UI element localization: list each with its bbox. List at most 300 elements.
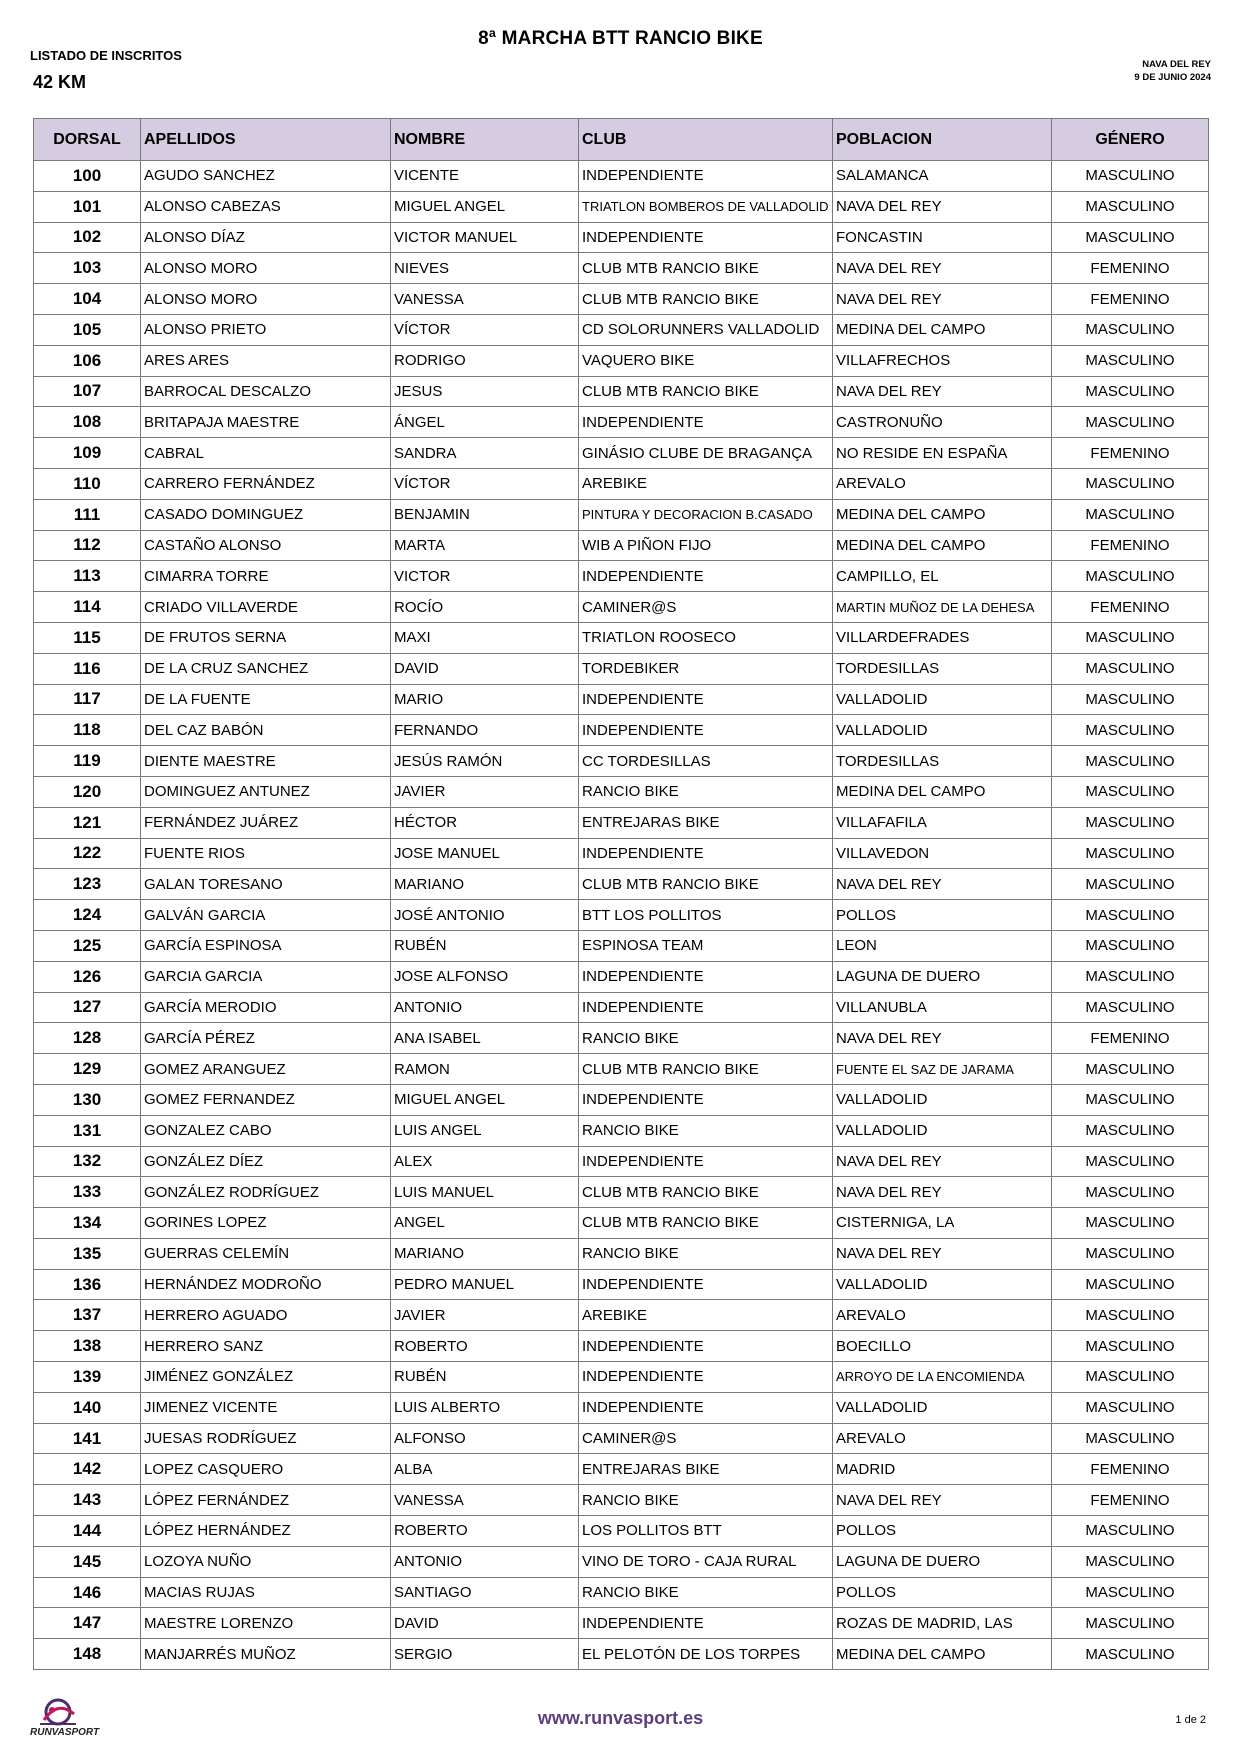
dorsal-cell: 115 xyxy=(34,622,141,653)
nombre-cell: ANTONIO xyxy=(391,1546,579,1577)
registrations-table-wrap xyxy=(33,118,1208,1670)
table-row xyxy=(34,222,1209,253)
poblacion-cell: VILLAVEDON xyxy=(833,838,1052,869)
poblacion-cell: NAVA DEL REY xyxy=(833,1238,1052,1269)
apellidos-cell: GALAN TORESANO xyxy=(141,869,391,900)
table-row xyxy=(34,1146,1209,1177)
nombre-cell: ANTONIO xyxy=(391,992,579,1023)
poblacion-cell: POLLOS xyxy=(833,1577,1052,1608)
dorsal-cell: 147 xyxy=(34,1608,141,1639)
dorsal-cell: 141 xyxy=(34,1423,141,1454)
poblacion-cell: MEDINA DEL CAMPO xyxy=(833,499,1052,530)
genero-cell: MASCULINO xyxy=(1052,1639,1209,1670)
apellidos-cell: GUERRAS CELEMÍN xyxy=(141,1238,391,1269)
genero-cell: FEMENINO xyxy=(1052,530,1209,561)
column-header: APELLIDOS xyxy=(141,119,391,161)
apellidos-cell: LÓPEZ HERNÁNDEZ xyxy=(141,1516,391,1547)
column-header: GÉNERO xyxy=(1052,119,1209,161)
table-row xyxy=(34,438,1209,469)
nombre-cell: MARIANO xyxy=(391,869,579,900)
apellidos-cell: GONZÁLEZ RODRÍGUEZ xyxy=(141,1177,391,1208)
dorsal-cell: 111 xyxy=(34,499,141,530)
table-row xyxy=(34,1362,1209,1393)
dorsal-cell: 127 xyxy=(34,992,141,1023)
apellidos-cell: LOZOYA NUÑO xyxy=(141,1546,391,1577)
apellidos-cell: FUENTE RIOS xyxy=(141,838,391,869)
table-row xyxy=(34,530,1209,561)
nombre-cell: MARIANO xyxy=(391,1238,579,1269)
genero-cell: MASCULINO xyxy=(1052,1177,1209,1208)
club-cell: TORDEBIKER xyxy=(579,653,833,684)
nombre-cell: LUIS ALBERTO xyxy=(391,1392,579,1423)
poblacion-cell: SALAMANCA xyxy=(833,161,1052,192)
table-row xyxy=(34,1392,1209,1423)
genero-cell: MASCULINO xyxy=(1052,869,1209,900)
poblacion-cell: NAVA DEL REY xyxy=(833,869,1052,900)
apellidos-cell: GONZÁLEZ DÍEZ xyxy=(141,1146,391,1177)
table-row xyxy=(34,1115,1209,1146)
nombre-cell: JAVIER xyxy=(391,776,579,807)
dorsal-cell: 102 xyxy=(34,222,141,253)
nombre-cell: RUBÉN xyxy=(391,1362,579,1393)
genero-cell: MASCULINO xyxy=(1052,191,1209,222)
dorsal-cell: 142 xyxy=(34,1454,141,1485)
apellidos-cell: HERRERO SANZ xyxy=(141,1331,391,1362)
genero-cell: MASCULINO xyxy=(1052,468,1209,499)
genero-cell: MASCULINO xyxy=(1052,992,1209,1023)
poblacion-cell: VALLADOLID xyxy=(833,1115,1052,1146)
apellidos-cell: CASTAÑO ALONSO xyxy=(141,530,391,561)
nombre-cell: FERNANDO xyxy=(391,715,579,746)
dorsal-cell: 106 xyxy=(34,345,141,376)
genero-cell: MASCULINO xyxy=(1052,1546,1209,1577)
nombre-cell: JESUS xyxy=(391,376,579,407)
apellidos-cell: DE LA FUENTE xyxy=(141,684,391,715)
club-cell: AREBIKE xyxy=(579,468,833,499)
apellidos-cell: ALONSO CABEZAS xyxy=(141,191,391,222)
poblacion-cell: MEDINA DEL CAMPO xyxy=(833,776,1052,807)
genero-cell: MASCULINO xyxy=(1052,1577,1209,1608)
dorsal-cell: 110 xyxy=(34,468,141,499)
dorsal-cell: 107 xyxy=(34,376,141,407)
poblacion-cell: TORDESILLAS xyxy=(833,653,1052,684)
dorsal-cell: 133 xyxy=(34,1177,141,1208)
genero-cell: MASCULINO xyxy=(1052,1392,1209,1423)
club-cell: PINTURA Y DECORACION B.CASADO xyxy=(579,499,833,530)
genero-cell: MASCULINO xyxy=(1052,1084,1209,1115)
table-row xyxy=(34,1577,1209,1608)
apellidos-cell: BARROCAL DESCALZO xyxy=(141,376,391,407)
poblacion-cell: TORDESILLAS xyxy=(833,746,1052,777)
club-cell: INDEPENDIENTE xyxy=(579,992,833,1023)
dorsal-cell: 148 xyxy=(34,1639,141,1670)
club-cell: INDEPENDIENTE xyxy=(579,561,833,592)
club-cell: EL PELOTÓN DE LOS TORPES xyxy=(579,1639,833,1670)
table-row xyxy=(34,468,1209,499)
poblacion-cell: POLLOS xyxy=(833,1516,1052,1547)
genero-cell: MASCULINO xyxy=(1052,653,1209,684)
genero-cell: MASCULINO xyxy=(1052,1516,1209,1547)
dorsal-cell: 126 xyxy=(34,961,141,992)
table-row xyxy=(34,253,1209,284)
club-cell: INDEPENDIENTE xyxy=(579,407,833,438)
apellidos-cell: BRITAPAJA MAESTRE xyxy=(141,407,391,438)
table-row xyxy=(34,1485,1209,1516)
table-row xyxy=(34,1331,1209,1362)
genero-cell: MASCULINO xyxy=(1052,715,1209,746)
club-cell: INDEPENDIENTE xyxy=(579,1331,833,1362)
nombre-cell: PEDRO MANUEL xyxy=(391,1269,579,1300)
poblacion-cell: AREVALO xyxy=(833,1423,1052,1454)
club-cell: CLUB MTB RANCIO BIKE xyxy=(579,869,833,900)
poblacion-cell: AREVALO xyxy=(833,1300,1052,1331)
apellidos-cell: ALONSO MORO xyxy=(141,284,391,315)
nombre-cell: ALBA xyxy=(391,1454,579,1485)
club-cell: RANCIO BIKE xyxy=(579,1577,833,1608)
genero-cell: MASCULINO xyxy=(1052,1608,1209,1639)
apellidos-cell: GORINES LOPEZ xyxy=(141,1208,391,1239)
club-cell: RANCIO BIKE xyxy=(579,1023,833,1054)
table-row xyxy=(34,1516,1209,1547)
table-row xyxy=(34,1054,1209,1085)
apellidos-cell: CRIADO VILLAVERDE xyxy=(141,592,391,623)
club-cell: AREBIKE xyxy=(579,1300,833,1331)
dorsal-cell: 136 xyxy=(34,1269,141,1300)
poblacion-cell: MEDINA DEL CAMPO xyxy=(833,314,1052,345)
club-cell: INDEPENDIENTE xyxy=(579,1269,833,1300)
dorsal-cell: 137 xyxy=(34,1300,141,1331)
apellidos-cell: GARCÍA ESPINOSA xyxy=(141,930,391,961)
apellidos-cell: CIMARRA TORRE xyxy=(141,561,391,592)
distance-label: 42 KM xyxy=(33,72,87,92)
apellidos-cell: ALONSO PRIETO xyxy=(141,314,391,345)
genero-cell: MASCULINO xyxy=(1052,746,1209,777)
club-cell: CLUB MTB RANCIO BIKE xyxy=(579,1054,833,1085)
club-cell: INDEPENDIENTE xyxy=(579,222,833,253)
apellidos-cell: AGUDO SANCHEZ xyxy=(141,161,391,192)
event-date: 9 DE JUNIO 2024 xyxy=(1134,72,1211,83)
nombre-cell: RAMON xyxy=(391,1054,579,1085)
nombre-cell: VICTOR MANUEL xyxy=(391,222,579,253)
table-row xyxy=(34,407,1209,438)
dorsal-cell: 108 xyxy=(34,407,141,438)
poblacion-cell: NAVA DEL REY xyxy=(833,1485,1052,1516)
event-location: NAVA DEL REY xyxy=(1142,59,1211,70)
apellidos-cell: MANJARRÉS MUÑOZ xyxy=(141,1639,391,1670)
nombre-cell: RODRIGO xyxy=(391,345,579,376)
table-row xyxy=(34,930,1209,961)
poblacion-cell: CAMPILLO, EL xyxy=(833,561,1052,592)
apellidos-cell: DE LA CRUZ SANCHEZ xyxy=(141,653,391,684)
club-cell: TRIATLON ROOSECO xyxy=(579,622,833,653)
dorsal-cell: 120 xyxy=(34,776,141,807)
dorsal-cell: 140 xyxy=(34,1392,141,1423)
genero-cell: MASCULINO xyxy=(1052,314,1209,345)
nombre-cell: ROCÍO xyxy=(391,592,579,623)
club-cell: INDEPENDIENTE xyxy=(579,1146,833,1177)
club-cell: RANCIO BIKE xyxy=(579,1238,833,1269)
nombre-cell: JAVIER xyxy=(391,1300,579,1331)
table-row xyxy=(34,1084,1209,1115)
poblacion-cell: MEDINA DEL CAMPO xyxy=(833,530,1052,561)
club-cell: ENTREJARAS BIKE xyxy=(579,807,833,838)
dorsal-cell: 101 xyxy=(34,191,141,222)
dorsal-cell: 104 xyxy=(34,284,141,315)
club-cell: INDEPENDIENTE xyxy=(579,684,833,715)
club-cell: INDEPENDIENTE xyxy=(579,1362,833,1393)
nombre-cell: ROBERTO xyxy=(391,1331,579,1362)
genero-cell: FEMENINO xyxy=(1052,1454,1209,1485)
nombre-cell: MARTA xyxy=(391,530,579,561)
genero-cell: MASCULINO xyxy=(1052,1300,1209,1331)
genero-cell: MASCULINO xyxy=(1052,1331,1209,1362)
apellidos-cell: CASADO DOMINGUEZ xyxy=(141,499,391,530)
dorsal-cell: 139 xyxy=(34,1362,141,1393)
nombre-cell: JESÚS RAMÓN xyxy=(391,746,579,777)
table-row xyxy=(34,1454,1209,1485)
apellidos-cell: MACIAS RUJAS xyxy=(141,1577,391,1608)
club-cell: INDEPENDIENTE xyxy=(579,1392,833,1423)
club-cell: ESPINOSA TEAM xyxy=(579,930,833,961)
poblacion-cell: NAVA DEL REY xyxy=(833,1146,1052,1177)
poblacion-cell: CISTERNIGA, LA xyxy=(833,1208,1052,1239)
table-row xyxy=(34,1423,1209,1454)
table-body xyxy=(34,161,1209,1670)
nombre-cell: ROBERTO xyxy=(391,1516,579,1547)
poblacion-cell: FUENTE EL SAZ DE JARAMA xyxy=(833,1054,1052,1085)
column-header: POBLACION xyxy=(833,119,1052,161)
club-cell: CLUB MTB RANCIO BIKE xyxy=(579,1177,833,1208)
table-row xyxy=(34,191,1209,222)
club-cell: CD SOLORUNNERS VALLADOLID xyxy=(579,314,833,345)
club-cell: CAMINER@S xyxy=(579,1423,833,1454)
club-cell: ENTREJARAS BIKE xyxy=(579,1454,833,1485)
dorsal-cell: 143 xyxy=(34,1485,141,1516)
dorsal-cell: 103 xyxy=(34,253,141,284)
genero-cell: FEMENINO xyxy=(1052,438,1209,469)
genero-cell: MASCULINO xyxy=(1052,376,1209,407)
dorsal-cell: 105 xyxy=(34,314,141,345)
dorsal-cell: 117 xyxy=(34,684,141,715)
genero-cell: MASCULINO xyxy=(1052,1054,1209,1085)
genero-cell: MASCULINO xyxy=(1052,622,1209,653)
genero-cell: MASCULINO xyxy=(1052,1269,1209,1300)
nombre-cell: NIEVES xyxy=(391,253,579,284)
table-row xyxy=(34,1639,1209,1670)
poblacion-cell: VILLANUBLA xyxy=(833,992,1052,1023)
nombre-cell: HÉCTOR xyxy=(391,807,579,838)
dorsal-cell: 128 xyxy=(34,1023,141,1054)
genero-cell: MASCULINO xyxy=(1052,161,1209,192)
nombre-cell: VÍCTOR xyxy=(391,314,579,345)
genero-cell: MASCULINO xyxy=(1052,838,1209,869)
club-cell: INDEPENDIENTE xyxy=(579,1084,833,1115)
genero-cell: MASCULINO xyxy=(1052,961,1209,992)
nombre-cell: VICTOR xyxy=(391,561,579,592)
website-link[interactable]: www.runvasport.es xyxy=(537,1708,704,1728)
club-cell: BTT LOS POLLITOS xyxy=(579,900,833,931)
genero-cell: FEMENINO xyxy=(1052,284,1209,315)
dorsal-cell: 112 xyxy=(34,530,141,561)
poblacion-cell: VILLAFAFILA xyxy=(833,807,1052,838)
nombre-cell: ANGEL xyxy=(391,1208,579,1239)
table-row xyxy=(34,746,1209,777)
nombre-cell: ALFONSO xyxy=(391,1423,579,1454)
nombre-cell: ÁNGEL xyxy=(391,407,579,438)
dorsal-cell: 145 xyxy=(34,1546,141,1577)
column-header: DORSAL xyxy=(34,119,141,161)
club-cell: LOS POLLITOS BTT xyxy=(579,1516,833,1547)
apellidos-cell: GALVÁN GARCIA xyxy=(141,900,391,931)
genero-cell: FEMENINO xyxy=(1052,1485,1209,1516)
table-row xyxy=(34,1546,1209,1577)
table-row xyxy=(34,715,1209,746)
nombre-cell: SANDRA xyxy=(391,438,579,469)
nombre-cell: JOSE ALFONSO xyxy=(391,961,579,992)
club-cell: CLUB MTB RANCIO BIKE xyxy=(579,1208,833,1239)
table-row xyxy=(34,161,1209,192)
dorsal-cell: 122 xyxy=(34,838,141,869)
nombre-cell: VANESSA xyxy=(391,284,579,315)
club-cell: RANCIO BIKE xyxy=(579,1485,833,1516)
dorsal-cell: 114 xyxy=(34,592,141,623)
club-cell: INDEPENDIENTE xyxy=(579,961,833,992)
dorsal-cell: 124 xyxy=(34,900,141,931)
poblacion-cell: VALLADOLID xyxy=(833,1392,1052,1423)
genero-cell: FEMENINO xyxy=(1052,592,1209,623)
nombre-cell: RUBÉN xyxy=(391,930,579,961)
genero-cell: MASCULINO xyxy=(1052,1362,1209,1393)
poblacion-cell: ROZAS DE MADRID, LAS xyxy=(833,1608,1052,1639)
apellidos-cell: LÓPEZ FERNÁNDEZ xyxy=(141,1485,391,1516)
genero-cell: MASCULINO xyxy=(1052,407,1209,438)
poblacion-cell: VALLADOLID xyxy=(833,715,1052,746)
poblacion-cell: VILLAFRECHOS xyxy=(833,345,1052,376)
nombre-cell: DAVID xyxy=(391,1608,579,1639)
apellidos-cell: ALONSO DÍAZ xyxy=(141,222,391,253)
nombre-cell: LUIS ANGEL xyxy=(391,1115,579,1146)
apellidos-cell: DOMINGUEZ ANTUNEZ xyxy=(141,776,391,807)
genero-cell: MASCULINO xyxy=(1052,900,1209,931)
nombre-cell: DAVID xyxy=(391,653,579,684)
dorsal-cell: 121 xyxy=(34,807,141,838)
table-row xyxy=(34,561,1209,592)
club-cell: CLUB MTB RANCIO BIKE xyxy=(579,376,833,407)
poblacion-cell: POLLOS xyxy=(833,900,1052,931)
table-row xyxy=(34,838,1209,869)
genero-cell: MASCULINO xyxy=(1052,1115,1209,1146)
poblacion-cell: ARROYO DE LA ENCOMIENDA xyxy=(833,1362,1052,1393)
table-row xyxy=(34,1208,1209,1239)
club-cell: CLUB MTB RANCIO BIKE xyxy=(579,253,833,284)
club-cell: CAMINER@S xyxy=(579,592,833,623)
club-cell: RANCIO BIKE xyxy=(579,1115,833,1146)
nombre-cell: ANA ISABEL xyxy=(391,1023,579,1054)
dorsal-cell: 113 xyxy=(34,561,141,592)
event-location-date xyxy=(1134,58,1211,84)
dorsal-cell: 144 xyxy=(34,1516,141,1547)
poblacion-cell: LAGUNA DE DUERO xyxy=(833,961,1052,992)
table-row xyxy=(34,869,1209,900)
club-cell: INDEPENDIENTE xyxy=(579,715,833,746)
table-row xyxy=(34,284,1209,315)
poblacion-cell: BOECILLO xyxy=(833,1331,1052,1362)
genero-cell: MASCULINO xyxy=(1052,807,1209,838)
nombre-cell: VANESSA xyxy=(391,1485,579,1516)
dorsal-cell: 129 xyxy=(34,1054,141,1085)
poblacion-cell: NAVA DEL REY xyxy=(833,253,1052,284)
table-row xyxy=(34,992,1209,1023)
nombre-cell: JOSÉ ANTONIO xyxy=(391,900,579,931)
dorsal-cell: 138 xyxy=(34,1331,141,1362)
table-row xyxy=(34,1269,1209,1300)
page-title: 8ª MARCHA BTT RANCIO BIKE xyxy=(478,28,763,49)
apellidos-cell: JUESAS RODRÍGUEZ xyxy=(141,1423,391,1454)
club-cell: CC TORDESILLAS xyxy=(579,746,833,777)
genero-cell: MASCULINO xyxy=(1052,1423,1209,1454)
genero-cell: MASCULINO xyxy=(1052,1208,1209,1239)
poblacion-cell: VALLADOLID xyxy=(833,1269,1052,1300)
club-cell: INDEPENDIENTE xyxy=(579,1608,833,1639)
club-cell: TRIATLON BOMBEROS DE VALLADOLID xyxy=(579,191,833,222)
registrations-table xyxy=(33,118,1209,1670)
dorsal-cell: 135 xyxy=(34,1238,141,1269)
poblacion-cell: MEDINA DEL CAMPO xyxy=(833,1639,1052,1670)
table-row xyxy=(34,314,1209,345)
club-cell: GINÁSIO CLUBE DE BRAGANÇA xyxy=(579,438,833,469)
poblacion-cell: NAVA DEL REY xyxy=(833,376,1052,407)
dorsal-cell: 109 xyxy=(34,438,141,469)
club-cell: WIB A PIÑON FIJO xyxy=(579,530,833,561)
apellidos-cell: GOMEZ ARANGUEZ xyxy=(141,1054,391,1085)
poblacion-cell: NAVA DEL REY xyxy=(833,1177,1052,1208)
apellidos-cell: GARCÍA MERODIO xyxy=(141,992,391,1023)
nombre-cell: MIGUEL ANGEL xyxy=(391,1084,579,1115)
poblacion-cell: NO RESIDE EN ESPAÑA xyxy=(833,438,1052,469)
table-row xyxy=(34,1300,1209,1331)
apellidos-cell: ARES ARES xyxy=(141,345,391,376)
club-cell: CLUB MTB RANCIO BIKE xyxy=(579,284,833,315)
poblacion-cell: NAVA DEL REY xyxy=(833,284,1052,315)
table-row xyxy=(34,1177,1209,1208)
apellidos-cell: LOPEZ CASQUERO xyxy=(141,1454,391,1485)
nombre-cell: VÍCTOR xyxy=(391,468,579,499)
table-row xyxy=(34,1608,1209,1639)
poblacion-cell: LAGUNA DE DUERO xyxy=(833,1546,1052,1577)
dorsal-cell: 100 xyxy=(34,161,141,192)
poblacion-cell: AREVALO xyxy=(833,468,1052,499)
poblacion-cell: MADRID xyxy=(833,1454,1052,1485)
poblacion-cell: FONCASTIN xyxy=(833,222,1052,253)
genero-cell: FEMENINO xyxy=(1052,253,1209,284)
genero-cell: MASCULINO xyxy=(1052,345,1209,376)
apellidos-cell: DE FRUTOS SERNA xyxy=(141,622,391,653)
dorsal-cell: 119 xyxy=(34,746,141,777)
apellidos-cell: ALONSO MORO xyxy=(141,253,391,284)
table-row xyxy=(34,376,1209,407)
apellidos-cell: CABRAL xyxy=(141,438,391,469)
table-row xyxy=(34,961,1209,992)
page-number: 1 de 2 xyxy=(1175,1714,1206,1726)
nombre-cell: VICENTE xyxy=(391,161,579,192)
dorsal-cell: 131 xyxy=(34,1115,141,1146)
apellidos-cell: FERNÁNDEZ JUÁREZ xyxy=(141,807,391,838)
table-row xyxy=(34,345,1209,376)
apellidos-cell: GOMEZ FERNANDEZ xyxy=(141,1084,391,1115)
apellidos-cell: HERNÁNDEZ MODROÑO xyxy=(141,1269,391,1300)
apellidos-cell: CARRERO FERNÁNDEZ xyxy=(141,468,391,499)
table-row xyxy=(34,653,1209,684)
